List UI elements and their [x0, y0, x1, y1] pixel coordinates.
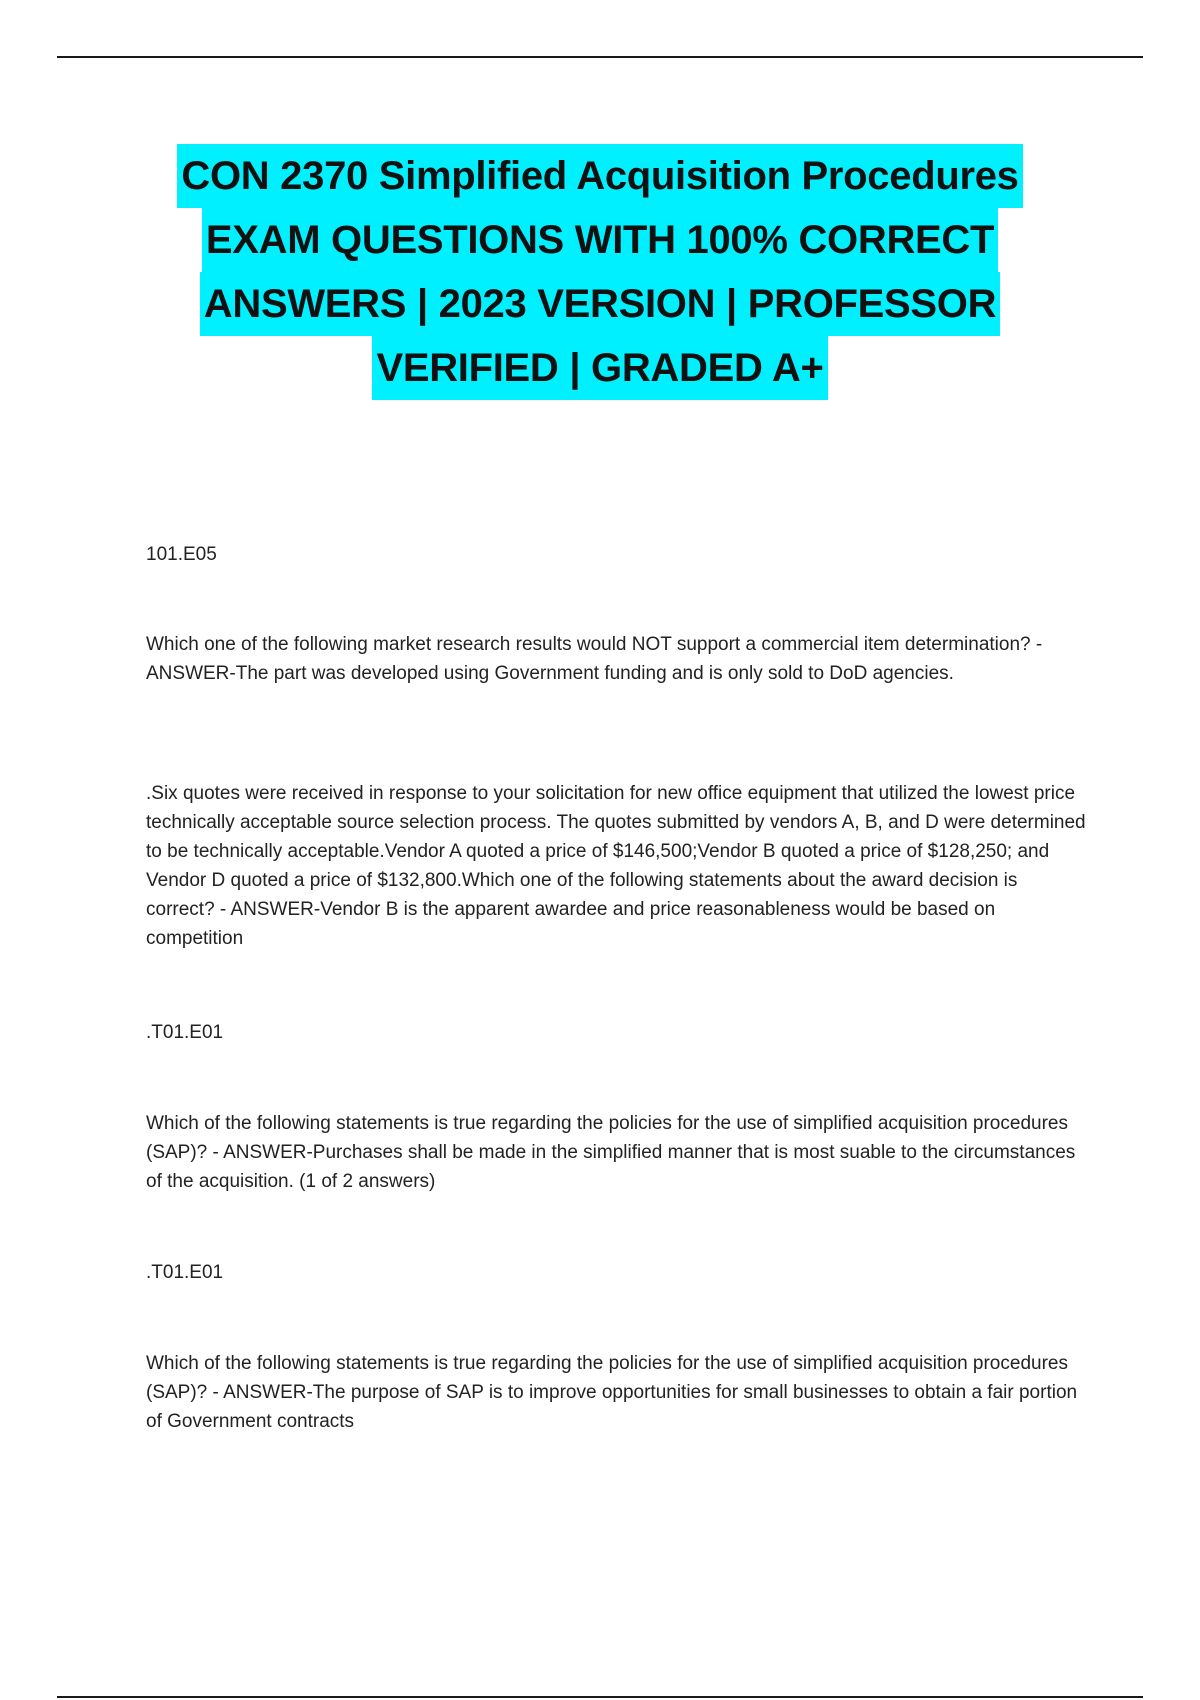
title-line-1: CON 2370 Simplified Acquisition Procedures	[100, 144, 1100, 208]
question-code-1: 101.E05	[146, 544, 217, 565]
question-code-3: .T01.E01	[146, 1262, 224, 1283]
title-line-2: EXAM QUESTIONS WITH 100% CORRECT	[100, 208, 1100, 272]
top-rule	[57, 56, 1143, 58]
title-line-4: VERIFIED | GRADED A+	[100, 336, 1100, 400]
question-code-2: .T01.E01	[146, 1022, 224, 1043]
question-answer-1: Which one of the following market research results would NOT support a commercial item determination? - ANSWER-The part was developed using Government funding and is only sold to DoD agencies.	[146, 634, 1043, 684]
document-title	[100, 144, 1100, 400]
question-answer-2: .Six quotes were received in response to your solicitation for new office equipment that utilized the lowest price technically acceptable source selection process. The quotes submitted by vendors A, B, and D were determined to be technically acceptable.Vendor A quoted a price of $146,500;Vendor B quoted a price of $128,250; and Vendor D quoted a price of $132,800.Which one of the following statements about the award decision is correct? - ANSWER-Vendor B is the apparent awardee and price reasonableness would be based on competition	[146, 783, 1086, 949]
question-answer-4: Which of the following statements is true regarding the policies for the use of simplified acquisition procedures (SAP)? - ANSWER-The purpose of SAP is to improve opportunities for small businesses to obtain a fair portion of Government contracts	[146, 1353, 1078, 1432]
question-answer-3: Which of the following statements is true regarding the policies for the use of simplified acquisition procedures (SAP)? - ANSWER-Purchases shall be made in the simplified manner that is most suable to the circumstances of the acquisition. (1 of 2 answers)	[146, 1113, 1076, 1192]
title-line-3: ANSWERS | 2023 VERSION | PROFESSOR	[100, 272, 1100, 336]
bottom-rule	[57, 1696, 1143, 1698]
